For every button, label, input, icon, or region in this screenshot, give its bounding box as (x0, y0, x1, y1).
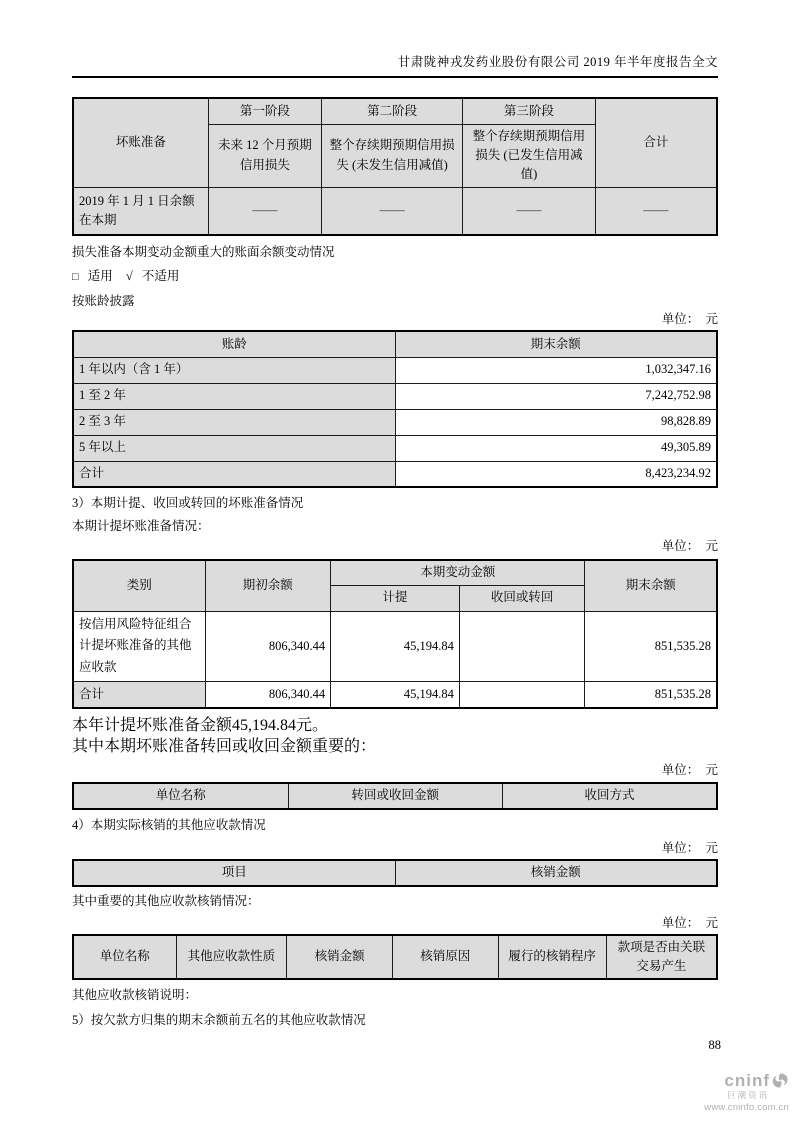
unit-label: 单位： 元 (661, 312, 718, 327)
table-row (73, 560, 717, 585)
row-label-cell: 5 年以上 (73, 435, 395, 461)
unit-label: 单位： 元 (661, 762, 718, 777)
header-cell: 计提 (331, 585, 460, 611)
writeoff-table (72, 859, 718, 887)
header-cell: 收回方式 (503, 783, 717, 809)
logo-brand-row (681, 1072, 789, 1089)
header-cell: 核销原因 (392, 935, 498, 980)
data-cell: 1,032,347.16 (395, 357, 717, 383)
aging-disclosure-note: 按账龄披露 (72, 294, 135, 309)
logo-brand-text: cninf (724, 1071, 770, 1090)
page-header (72, 52, 718, 78)
data-cell: 49,305.89 (395, 435, 717, 461)
data-cell: 45,194.84 (331, 611, 460, 682)
header-cell: 期末余额 (395, 331, 717, 357)
check-icon: √ (125, 269, 133, 284)
header-cell: 款项是否由关联交易产生 (606, 935, 717, 980)
logo-cn-name: 巨潮资讯 (726, 1090, 769, 1100)
section3-title: 3）本期计提、收回或转回的坏账准备情况 (72, 496, 304, 511)
header-cell: 单位名称 (73, 783, 288, 809)
header-cell: 坏账准备 (73, 98, 208, 187)
logo-url: www.cninfo.com.cn (704, 1101, 789, 1113)
writeoff-important-note: 其中重要的其他应收款核销情况： (72, 893, 260, 908)
section3-subtitle: 本期计提坏账准备情况： (72, 519, 210, 534)
header-cell: 整个存续期预期信用损失 (已发生信用减值) (463, 124, 596, 187)
data-cell: 98,828.89 (395, 409, 717, 435)
header-cell: 第二阶段 (322, 98, 463, 124)
header-cell: 期末余额 (585, 560, 717, 611)
table-row (73, 98, 717, 124)
header-cell: 合计 (595, 98, 717, 187)
writeoff-detail-table (72, 934, 718, 981)
data-cell: 851,535.28 (585, 611, 717, 682)
table-row (73, 935, 717, 980)
data-cell (459, 682, 585, 708)
unit-label: 单位： 元 (661, 840, 718, 855)
section5-title: 5）按欠款方归集的期末余额前五名的其他应收款情况 (72, 1013, 366, 1028)
stage-table (72, 97, 718, 236)
header-cell: 第一阶段 (208, 98, 321, 124)
table-row (73, 187, 717, 235)
table-row (73, 682, 717, 708)
page-number: 88 (708, 1038, 721, 1052)
header-cell: 期初余额 (205, 560, 331, 611)
table-row (73, 461, 717, 487)
table-row (73, 860, 717, 886)
cninfo-logo (681, 1072, 789, 1112)
header-cell: 类别 (73, 560, 205, 611)
unit-label: 单位： 元 (661, 915, 718, 930)
apply-label: 适用 (87, 269, 113, 284)
table-row (73, 331, 717, 357)
header-cell: 整个存续期预期信用损失 (未发生信用减值) (322, 124, 463, 187)
checkbox-icon: □ (72, 271, 79, 284)
data-cell: 806,340.44 (205, 682, 331, 708)
provision-note-1: 本年计提坏账准备金额45,194.84元。 (72, 716, 329, 734)
unit-label: 单位： 元 (661, 539, 718, 554)
row-label-cell: 2 至 3 年 (73, 409, 395, 435)
data-cell: —— (463, 187, 596, 235)
writeoff-note: 其他应收款核销说明： (72, 988, 198, 1003)
data-cell: —— (595, 187, 717, 235)
row-label-cell: 2019 年 1 月 1 日余额在本期 (73, 187, 208, 235)
data-cell: 8,423,234.92 (395, 461, 717, 487)
provision-table (72, 559, 718, 709)
provision-note-2: 其中本期坏账准备转回或收回金额重要的： (72, 737, 377, 755)
section4-title: 4）本期实际核销的其他应收款情况 (72, 817, 266, 832)
header-cell: 未来 12 个月预期信用损失 (208, 124, 321, 187)
row-label-cell: 合计 (73, 461, 395, 487)
aging-table (72, 330, 718, 488)
swirl-icon (772, 1072, 789, 1089)
table-row (73, 783, 717, 809)
header-cell: 收回或转回 (459, 585, 585, 611)
header-cell: 转回或收回金额 (288, 783, 502, 809)
data-cell: 851,535.28 (585, 682, 717, 708)
header-cell: 核销金额 (395, 860, 717, 886)
header-cell: 本期变动金额 (331, 560, 585, 585)
row-label-cell: 按信用风险特征组合计提坏账准备的其他应收款 (73, 611, 205, 682)
header-cell: 账龄 (73, 331, 395, 357)
reversal-table (72, 782, 718, 810)
data-cell (459, 611, 585, 682)
header-cell: 履行的核销程序 (498, 935, 606, 980)
data-cell: —— (208, 187, 321, 235)
header-cell: 单位名称 (73, 935, 176, 980)
data-cell: 7,242,752.98 (395, 383, 717, 409)
header-cell: 核销金额 (287, 935, 393, 980)
header-cell: 项目 (73, 860, 395, 886)
loss-change-note: 损失准备本期变动金额重大的账面余额变动情况 (72, 245, 335, 260)
row-label-cell: 合计 (73, 682, 205, 708)
table-row (73, 409, 717, 435)
table-row (73, 435, 717, 461)
table-row (73, 611, 717, 682)
applicability-line (72, 269, 718, 285)
row-label-cell: 1 年以内（含 1 年） (73, 357, 395, 383)
row-label-cell: 1 至 2 年 (73, 383, 395, 409)
header-cell: 其他应收款性质 (176, 935, 287, 980)
header-cell: 第三阶段 (463, 98, 596, 124)
data-cell: —— (322, 187, 463, 235)
not-apply-label: 不适用 (141, 269, 180, 284)
page-content (72, 52, 718, 1028)
data-cell: 806,340.44 (205, 611, 331, 682)
table-row (73, 357, 717, 383)
table-row (73, 383, 717, 409)
header-title: 甘肃陇神戎发药业股份有限公司 2019 年半年度报告全文 (397, 55, 718, 69)
data-cell: 45,194.84 (331, 682, 460, 708)
